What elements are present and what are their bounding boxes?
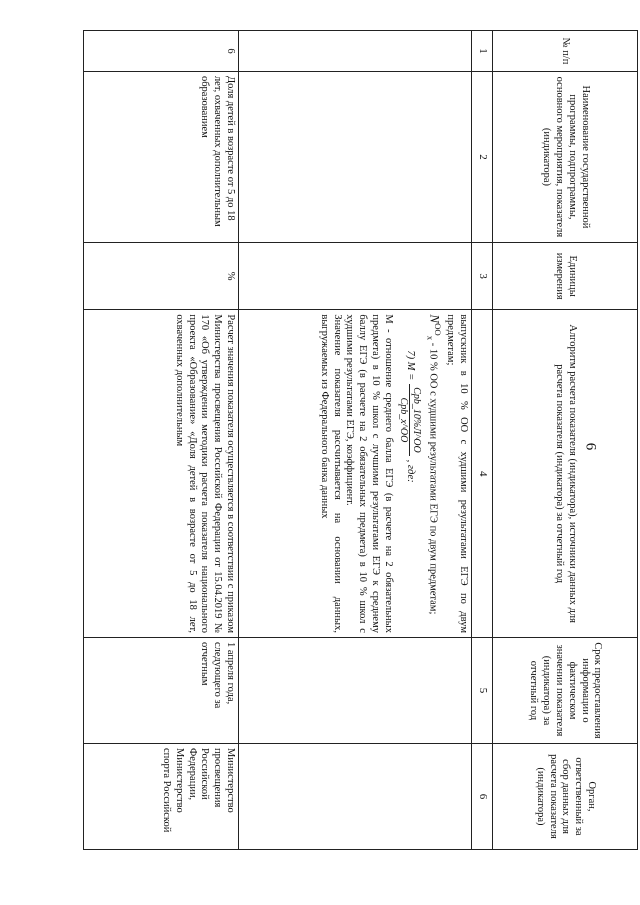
table-row — [84, 31, 239, 850]
data-source: Значение показателя рассчитывается на основании данных, выгружаемых из Федерального банка данных — [318, 314, 343, 633]
header-row — [493, 31, 638, 850]
nx-definition: $N^{ОО}_x - 10$ % ОО с худшими результатами ЕГЭ по двум предметам; — [425, 314, 444, 615]
algorithm-line: выпускник в 10 % ОО с худшими результатами ЕГЭ по двум предметам; — [445, 314, 469, 633]
column-index: 1 — [472, 31, 493, 72]
header-algorithm: Алгоритм расчета показателя (индикатора), источники данных для расчета показателя (индикатора) за отчетный год — [493, 310, 638, 638]
row-number: 6 — [84, 31, 239, 72]
header-unit: Единицы измерения — [493, 242, 638, 309]
responsible-cell: Министерство просвещения Российской Федерации, Министерство спорта Российской — [84, 743, 239, 849]
column-index: 3 — [472, 242, 493, 309]
formula-fraction: Cpb_10%Л^ОО Cpb_x^ОО — [397, 384, 422, 455]
column-index: 4 — [472, 310, 493, 638]
header-responsible: Орган, ответственный за сбор данных для расчета показателя (индикатора) — [493, 743, 638, 849]
column-index: 2 — [472, 71, 493, 242]
table-row — [239, 31, 472, 850]
column-index-row — [472, 31, 493, 850]
algorithm-cell — [239, 310, 472, 638]
deadline-cell: 1 апреля года, следующего за отчетным — [84, 637, 239, 743]
indicator-unit: % — [84, 242, 239, 309]
header-name: Наименование государственной программы, подпрограммы, основного мероприятия, показателя (индикатора) — [493, 71, 638, 242]
column-index: 6 — [472, 743, 493, 849]
formula: 7) M = Cpb_10%Л^ОО Cpb_x^ОО , где: — [397, 350, 423, 483]
page-number: 6 — [582, 442, 599, 451]
indicator-name: Доля детей в возрасте от 5 до 18 лет, охваченных дополнительным образованием — [84, 71, 239, 242]
rotated-table-area — [58, 30, 638, 850]
header-deadline: Срок предоставления информации о фактическом значении показателя (индикатора) за отчетный год — [493, 637, 638, 743]
m-definition: M - отношение среднего балла ЕГЭ (в расчете на 2 обязательных предмета) в 10 % школ с лучшими результатами ЕГЭ к среднему баллу ЕГЭ (в расчете на 2 обязательных предмета) в 10 % школ с худшими результатами ЕГЭ, коэффициент. — [344, 314, 394, 633]
column-index: 5 — [472, 637, 493, 743]
header-number: № п/п — [493, 31, 638, 72]
indicator-table — [83, 30, 638, 850]
algorithm-cell: Расчет значения показателя осуществляется в соответствии с приказом Министерства просвещения Российской Федерации от 15.04.2019 № 170 «Об утверждении методики расчета показателя национального проекта «Образование» «Доля детей в возрасте от 5 до 18 лет, охваченных дополнительным — [84, 310, 239, 638]
